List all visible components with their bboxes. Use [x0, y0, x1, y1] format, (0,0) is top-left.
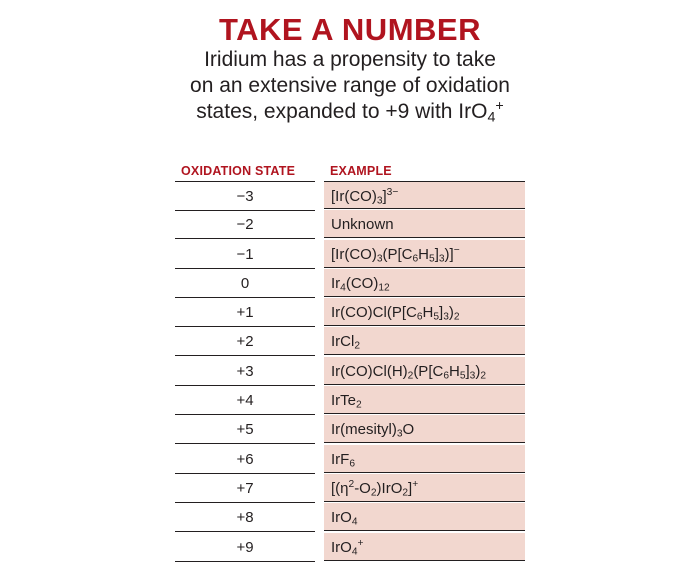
- table-row: [175, 503, 525, 532]
- formula-subscript: 2: [370, 487, 377, 499]
- oxidation-state-cell: +9: [175, 533, 315, 562]
- formula-subscript: 3: [443, 311, 449, 323]
- formula-superscript: +: [412, 478, 419, 490]
- formula-superscript: 3−: [386, 186, 399, 198]
- formula-text: ): [448, 304, 454, 322]
- subtitle-line-2: on an extensive range of oxidation: [190, 74, 510, 97]
- formula-subscript: 3: [469, 370, 476, 382]
- formula-text: -O: [354, 479, 371, 497]
- formula-text: ]: [434, 245, 439, 263]
- subtitle-line-1: Iridium has a propensity to take: [204, 48, 496, 71]
- table-row: [175, 298, 525, 327]
- formula-superscript: 2: [348, 478, 355, 490]
- formula-text: ]: [439, 304, 444, 322]
- formula-subscript: 2: [354, 341, 360, 353]
- oxidation-state-cell: +8: [175, 503, 315, 532]
- formula-subscript: 3: [376, 195, 383, 207]
- example-cell: [324, 357, 525, 385]
- example-cell: [324, 445, 525, 473]
- table-header-row: [175, 162, 525, 181]
- oxidation-state-cell: +5: [175, 415, 315, 444]
- formula-text: )IrO: [376, 479, 403, 497]
- formula-text: ]: [465, 362, 470, 380]
- formula-text: Ir(mesityl): [331, 421, 397, 439]
- formula-text: IrF: [331, 450, 350, 468]
- example-cell: [324, 386, 525, 414]
- table-row: [175, 357, 525, 386]
- formula-text: (P[C: [413, 362, 444, 380]
- formula-subscript: 4: [351, 516, 358, 528]
- formula-subscript: 4: [351, 546, 358, 558]
- formula-subscript: 6: [443, 370, 449, 382]
- formula-subscript: 3: [396, 428, 403, 440]
- oxidation-state-cell: +3: [175, 357, 315, 386]
- formula-text: H: [422, 304, 434, 322]
- subtitle: [0, 47, 700, 125]
- oxidation-state-cell: −3: [175, 181, 315, 211]
- table-row: [175, 386, 525, 415]
- formula-text: ]: [382, 188, 387, 205]
- formula-text: IrO: [331, 509, 352, 527]
- table-row: [175, 210, 525, 239]
- example-cell: [324, 298, 525, 326]
- subtitle-line-3: [0, 99, 700, 125]
- oxidation-state-table: [175, 162, 525, 562]
- oxidation-state-cell: +4: [175, 386, 315, 415]
- formula-text: [(η: [331, 479, 349, 497]
- example-cell: [324, 327, 525, 355]
- formula-subscript: 3: [376, 253, 383, 265]
- example-cell: [324, 181, 525, 209]
- subtitle-line-3-superscript: +: [495, 98, 504, 115]
- example-cell: [324, 474, 525, 502]
- formula-text: Ir(CO)Cl(P[C: [331, 304, 417, 322]
- formula-subscript: 4: [340, 282, 346, 294]
- formula-subscript: 2: [407, 370, 414, 382]
- formula-subscript: 2: [356, 399, 362, 411]
- formula-text: H: [418, 245, 430, 263]
- formula-subscript: 6: [349, 458, 355, 470]
- formula-subscript: 2: [453, 311, 460, 323]
- oxidation-state-cell: +7: [175, 474, 315, 503]
- formula-subscript: 3: [438, 253, 445, 265]
- header-oxidation-state: OXIDATION STATE: [181, 164, 296, 178]
- oxidation-state-cell: +6: [175, 445, 315, 474]
- formula-subscript: 5: [433, 311, 440, 323]
- formula-text: O: [402, 421, 415, 439]
- example-cell: [324, 210, 525, 238]
- formula-text: IrCl: [331, 333, 355, 351]
- example-cell: [324, 533, 525, 561]
- formula-text: Ir: [331, 274, 341, 292]
- formula-text: (P[C: [382, 245, 413, 263]
- formula-subscript: 6: [412, 253, 419, 265]
- oxidation-state-cell: −2: [175, 210, 315, 239]
- table-row: [175, 269, 525, 298]
- formula-subscript: 12: [378, 282, 390, 294]
- formula-subscript: 2: [402, 487, 409, 499]
- table-body: [175, 181, 525, 562]
- table-row: [175, 240, 525, 269]
- oxidation-state-cell: −1: [175, 240, 315, 269]
- oxidation-state-cell: +1: [175, 298, 315, 327]
- example-cell: [324, 269, 525, 297]
- oxidation-state-cell: 0: [175, 269, 315, 298]
- formula-text: (CO): [345, 274, 379, 292]
- subtitle-line-3-subscript: 4: [487, 109, 496, 126]
- formula-subscript: 6: [416, 311, 423, 323]
- formula-subscript: 2: [480, 370, 487, 382]
- formula-text: )]: [444, 245, 454, 263]
- formula-superscript: −: [453, 244, 460, 256]
- formula-text: ): [475, 362, 481, 380]
- formula-text: Unknown: [331, 216, 394, 234]
- table-row: [175, 181, 525, 210]
- formula-text: [Ir(CO): [331, 188, 377, 205]
- table-row: [175, 533, 525, 562]
- formula-text: ]: [408, 479, 413, 497]
- example-cell: [324, 240, 525, 268]
- example-cell: [324, 415, 525, 443]
- formula-subscript: 5: [429, 253, 435, 265]
- oxidation-state-cell: +2: [175, 327, 315, 356]
- formula-text: IrO: [331, 538, 352, 556]
- formula-subscript: 5: [459, 370, 466, 382]
- example-cell: [324, 503, 525, 531]
- table-row: [175, 327, 525, 356]
- table-row: [175, 474, 525, 503]
- table-row: [175, 445, 525, 474]
- page-title: TAKE A NUMBER: [219, 12, 481, 47]
- formula-text: [Ir(CO): [331, 245, 377, 263]
- formula-text: IrTe: [331, 392, 357, 410]
- formula-text: H: [448, 362, 460, 380]
- header-example: EXAMPLE: [330, 164, 392, 178]
- subtitle-line-3-text: states, expanded to +9 with IrO: [196, 100, 488, 123]
- formula-superscript: +: [357, 537, 364, 549]
- table-row: [175, 415, 525, 444]
- formula-text: Ir(CO)Cl(H): [331, 362, 408, 380]
